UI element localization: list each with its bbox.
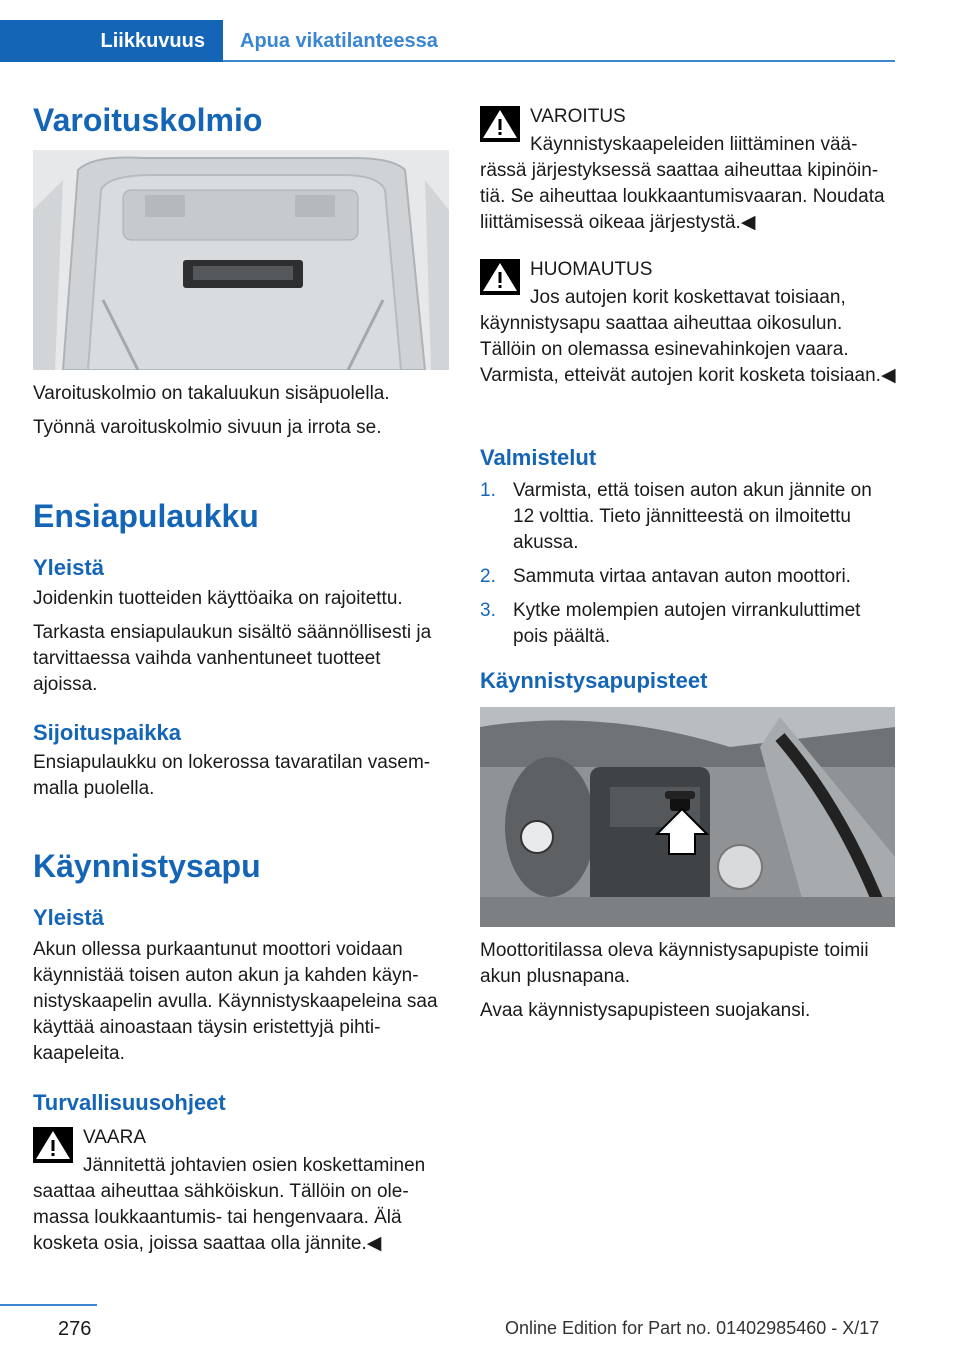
notice-title: VAROITUS [530,106,626,127]
paragraph: Joidenkin tuotteiden käyttöaika on rajoitettu. [33,588,403,609]
notice-title: HUOMAUTUS [530,259,653,280]
list-item [480,564,896,590]
notice-text: Jännitettä johtavien osien koskettaminen saattaa aiheuttaa sähköiskun. Tällöin on olemassa loukkaantumis- tai hengenvaara. Älä kosketa osia, joissa saattaa olla jännite.◀ [33,1155,426,1254]
heading-varoituskolmio: Varoituskolmio [33,102,263,138]
engine-bay-image [480,707,895,927]
notice-text: Jos autojen korit koskettavat toisiaan, käynnistysapu saattaa aiheuttaa oikosulun. Tällöin on olemassa esinevahinkojen vaara. Varmista, etteivät autojen korit kosketa toisiaan.◀ [480,287,896,386]
paragraph: Työnnä varoituskolmio sivuun ja irrota se. [33,417,382,438]
step-text: Kytke molempien autojen virrankuluttimet pois päältä. [513,600,861,647]
subheading-yleista: Yleistä [33,905,104,930]
header-rule [223,60,895,62]
paragraph: Moottoritilassa oleva käynnistysapupiste toimii akun plusnapana. [480,940,869,987]
paragraph: Ensiapulaukku on lokerossa tavaratilan vasemmalla puolella. [33,752,431,799]
subheading-turvallisuusohjeet: Turvallisuusohjeet [33,1090,226,1115]
edition-info: Online Edition for Part no. 01402985460 - X/17 [505,1318,880,1338]
heading-ensiapulaukku: Ensiapulaukku [33,498,259,534]
paragraph: Akun ollessa purkaantunut moottori voidaan käynnistää toisen auton akun ja kahden käynnistyskaapelin avulla. Käynnistyskaapeleina saa käyttää ainoastaan täysin eristettyjä pihtikaapeleita. [33,939,438,1064]
paragraph: Avaa käynnistysapupisteen suojakansi. [480,1000,811,1021]
tailgate-image [33,150,449,370]
list-item [480,478,896,556]
engine-bay-illustration [480,707,895,927]
subheading-valmistelut: Valmistelut [480,445,597,470]
page-header [0,0,960,62]
step-number: 2. [480,566,496,587]
heading-kaynnistysapu: Käynnistysapu [33,848,261,884]
step-number: 1. [480,480,496,501]
section-tab: Liikkuvuus [0,20,223,62]
steps-list [480,478,896,658]
step-text: Sammuta virtaa antavan auton moottori. [513,566,851,587]
subheading-sijoituspaikka: Sijoituspaikka [33,720,181,745]
step-text: Varmista, että toisen auton akun jännite on 12 volttia. Tieto jännitteestä on ilmoitettu akussa. [513,480,872,553]
footer-rule [0,1304,97,1306]
subsection-tab: Apua vikatilanteessa [240,29,438,52]
page-number: 276 [58,1318,92,1340]
notice-title: VAARA [83,1127,147,1148]
subheading-kaynnistysapupisteet: Käynnistysapupisteet [480,668,708,693]
list-item [480,598,896,650]
paragraph: Varoituskolmio on takaluukun sisäpuolella. [33,383,390,404]
subheading-yleista: Yleistä [33,555,104,580]
step-number: 3. [480,600,496,621]
paragraph: Tarkasta ensiapulaukun sisältö säännöllisesti ja tarvittaessa vaihda vanhentuneet tuotteet ajoissa. [33,622,432,695]
notice-text: Käynnistyskaapeleiden liittäminen väärässä järjestyksessä saattaa aiheuttaa kipinöintiä. Se aiheuttaa loukkaantumisvaaran. Noudata liittämisessä oikeaa järjestystä.◀ [480,134,885,233]
tailgate-illustration [33,150,449,370]
